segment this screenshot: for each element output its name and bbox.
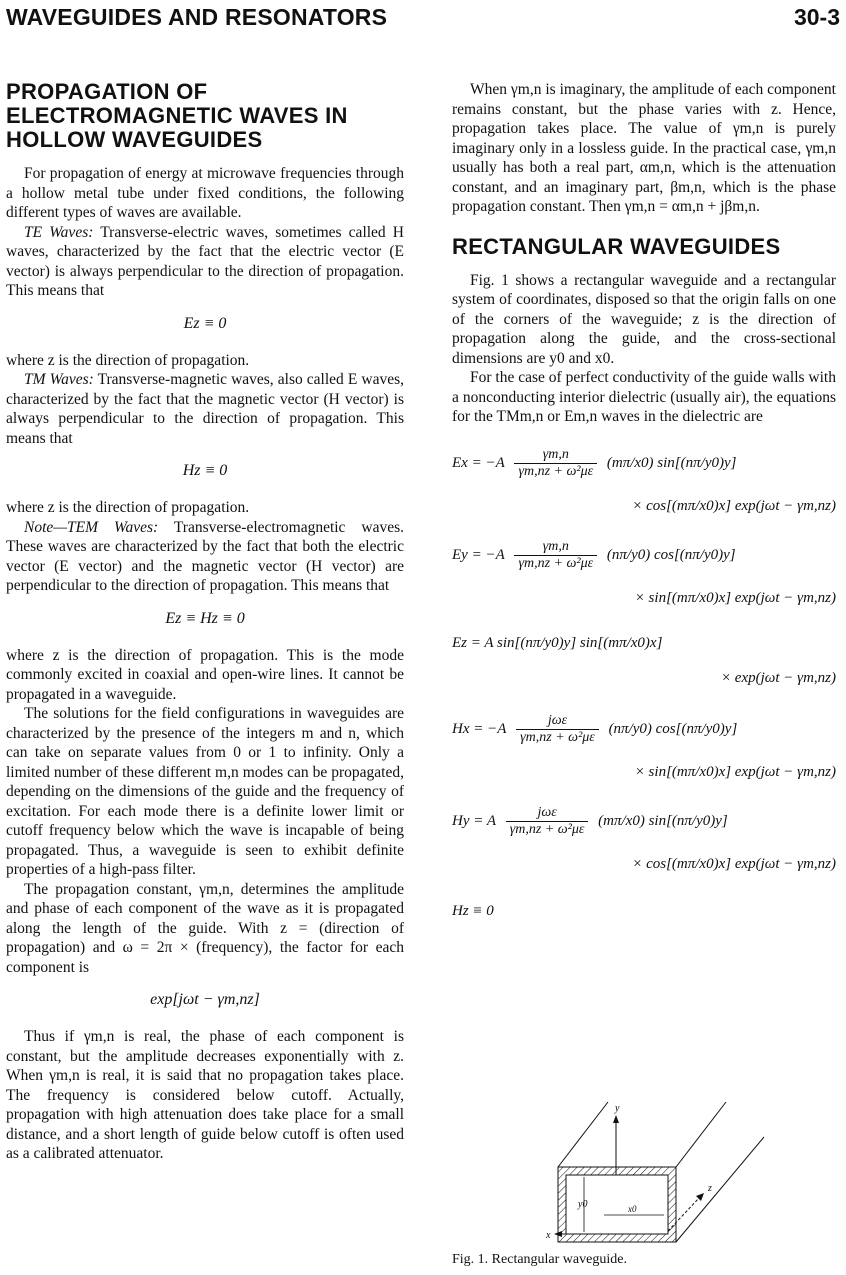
- equation-hx: [452, 713, 836, 781]
- equation-ez-hz-zero: Ez ≡ Hz ≡ 0: [165, 609, 245, 627]
- tem-text: Transverse-electromagnetic waves. These waves are characterized by the fact that both the electric vector (E vector) and the magnetic vector (H vector) are perpendicular to the direction of propagation. This means that: [6, 518, 404, 594]
- paragraph-te: [6, 223, 404, 301]
- te-label: TE Waves:: [24, 223, 94, 241]
- paragraph-propagation-constant: The propagation constant, γm,n, determines the amplitude and phase of each component of the wave as it is propagated along the length of the guide. With z = (direction of propagation) and ω = 2π × (frequency), the factor for each component is: [6, 880, 404, 976]
- ex-fraction: [514, 447, 597, 480]
- hy-denominator: γm,nz + ω²με: [509, 821, 585, 837]
- section-heading-propagation: PROPAGATION OF ELECTROMAGNETIC WAVES IN HOLLOW WAVEGUIDES: [6, 79, 348, 152]
- hx-fraction: [516, 713, 599, 746]
- ey-continuation: × sin[(mπ/x0)x] exp(jωt − γm,nz): [634, 589, 836, 606]
- paragraph-solutions: The solutions for the field configurations in waveguides are characterized by the presence of the integers m and n, which can take on separate values from 0 or 1 to infinity. Only a limited number of these different m,n modes can be propagated, depending on the dimensions of the guide and the frequency of excitation. For each mode there is a definite lower limit or cutoff frequency below which the wave is incapable of being propagated. Thus, a waveguide is seen to exhibit definite properties of a high-pass filter.: [6, 705, 404, 878]
- hx-rhs: (nπ/y0) cos[(nπ/y0)y]: [608, 720, 738, 737]
- paragraph-tm: [6, 370, 404, 448]
- tm-text: Transverse-magnetic waves, also called E waves, characterized by the fact that the magnetic vector (H vector) is always perpendicular to the direction of propagation. This means that: [6, 371, 404, 447]
- ez-line: Ez = A sin[(nπ/y0)y] sin[(mπ/x0)x]: [452, 634, 663, 651]
- page-number: 30-3: [793, 4, 840, 30]
- hy-numerator: jωε: [506, 805, 589, 822]
- equation-ey: [452, 539, 836, 607]
- paragraph-intro: For propagation of energy at microwave frequencies through a hollow metal tube under fixed conditions, the following different types of waves are available.: [6, 165, 404, 221]
- left-column: [6, 80, 404, 1164]
- ex-rhs: (mπ/x0) sin[(nπ/y0)y]: [606, 454, 737, 471]
- x0-label: x0: [628, 1204, 637, 1214]
- equation-hy: [452, 805, 836, 873]
- section-heading-rectangular: RECTANGULAR WAVEGUIDES: [452, 233, 781, 259]
- z-axis-label: z: [708, 1183, 712, 1194]
- equation-ez: [452, 635, 836, 687]
- hy-lhs: Hy = A: [452, 812, 497, 829]
- guide-edge-bottom-right: [676, 1137, 764, 1242]
- ex-denominator: γm,nz + ω²με: [518, 463, 594, 479]
- figure-caption: Fig. 1. Rectangular waveguide.: [452, 1252, 627, 1267]
- hy-continuation: × cos[(mπ/x0)x] exp(jωt − γm,nz): [632, 855, 836, 872]
- ey-lhs: Ey = −A: [452, 546, 505, 563]
- ey-denominator: γm,nz + ω²με: [518, 555, 594, 571]
- y0-label: y0: [578, 1199, 588, 1210]
- paragraph-fig-ref: Fig. 1 shows a rectangular waveguide and a rectangular system of coordinates, disposed so that the origin falls on one of the corners of the waveguide; z is the direction of propagation along the guide, and the cross-sectional dimensions are y0 and x0.: [452, 271, 836, 367]
- y-axis-arrow: [613, 1115, 619, 1123]
- paragraph-where-3: where z is the direction of propagation. This is the mode commonly excited in coaxial and open-wire lines. It cannot be propagated in a waveguide.: [6, 646, 404, 703]
- page-header: [6, 2, 840, 38]
- ey-rhs: (nπ/y0) cos[(nπ/y0)y]: [606, 546, 736, 563]
- tem-label: Note—TEM Waves:: [24, 518, 159, 536]
- running-title: WAVEGUIDES AND RESONATORS: [6, 4, 388, 30]
- waveguide-diagram: [548, 1097, 770, 1247]
- equation-hz-zero: Hz ≡ 0: [182, 462, 228, 479]
- hx-continuation: × sin[(mπ/x0)x] exp(jωt − γm,nz): [634, 763, 836, 780]
- paragraph-perfect-conductivity: For the case of perfect conductivity of the guide walls with a nonconducting interior dielectric (usually air), the equations for the TMm,n or Em,n waves in the dielectric are: [452, 369, 836, 425]
- ex-continuation: × cos[(mπ/x0)x] exp(jωt − γm,nz): [632, 497, 836, 514]
- waveguide-figure: [548, 1097, 770, 1247]
- te-text: Transverse-electric waves, sometimes called H waves, characterized by the fact that the electric vector (E vector) is always perpendicular to the direction of propagation. This means that: [6, 223, 404, 299]
- right-column: [452, 80, 836, 920]
- ex-numerator: γm,n: [514, 447, 597, 464]
- equation-exp-factor: exp[jωt − γm,nz]: [150, 991, 260, 1008]
- ez-continuation: × exp(jωt − γm,nz): [720, 669, 836, 686]
- equation-ez-zero: Ez ≡ 0: [183, 314, 227, 332]
- hx-numerator: jωε: [516, 713, 599, 730]
- ex-lhs: Ex = −A: [452, 454, 505, 471]
- hy-rhs: (mπ/x0) sin[(nπ/y0)y]: [598, 812, 728, 829]
- ey-numerator: γm,n: [514, 539, 597, 556]
- paragraph-tem: [6, 518, 404, 596]
- hx-lhs: Hx = −A: [452, 720, 507, 737]
- equation-hz-right: Hz ≡ 0: [452, 902, 494, 919]
- equation-ex: [452, 447, 836, 515]
- ey-fraction: [514, 539, 597, 572]
- hx-denominator: γm,nz + ω²με: [520, 729, 595, 745]
- paragraph-imaginary: When γm,n is imaginary, the amplitude of each component remains constant, but the phase varies with z. Hence, propagation takes place. The value of γm,n is purely imaginary only in a lossless guide. In the practical case, γm,n usually has both a real part, αm,n, which is the attenuation constant, and an imaginary part, βm,n, which is the phase propagation constant. Then γm,n = αm,n + jβm,n.: [452, 81, 836, 215]
- paragraph-where-1: where z is the direction of propagation.: [6, 351, 250, 369]
- hy-fraction: [506, 805, 589, 838]
- paragraph-real: Thus if γm,n is real, the phase of each component is constant, but the amplitude decreases exponentially with z. When γm,n is real, it is said that no propagation takes place. The frequency is considered below cutoff. Actually, propagation with high attenuation does take place for a small distance, and a short length of guide below cutoff is often used as a calibrated attenuator.: [6, 1028, 404, 1162]
- x-axis-label: x: [546, 1230, 551, 1241]
- guide-edge-top-left: [558, 1102, 608, 1167]
- paragraph-where-2: where z is the direction of propagation.: [6, 499, 250, 516]
- guide-edge-top-right: [676, 1102, 726, 1167]
- y-axis-label: y: [615, 1103, 620, 1114]
- tm-label: TM Waves:: [24, 371, 94, 388]
